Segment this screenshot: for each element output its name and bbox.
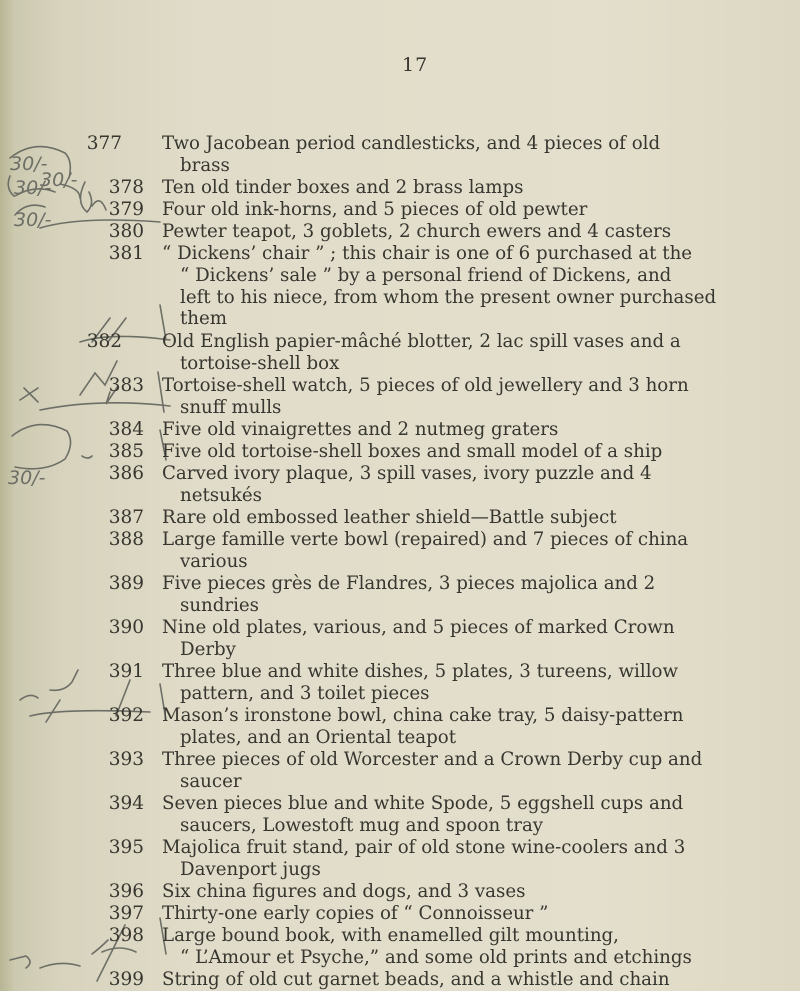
lot-description: Five old vinaigrettes and 2 nutmeg graters [162, 419, 559, 440]
lot-number: 390 [108, 617, 144, 638]
lot-description: Large famille verte bowl (repaired) and 7 pieces of china various [162, 529, 689, 572]
lot-number: 377 [86, 133, 122, 154]
lot-number: 381 [108, 243, 144, 264]
lot-description: Old English papier-mâché blotter, 2 lac spill vases and a tortoise-shell box [162, 331, 681, 374]
lot-description: Five pieces grès de Flandres, 3 pieces majolica and 2 sundries [162, 573, 656, 616]
lot-description: Pewter teapot, 3 goblets, 2 church ewers and 4 casters [162, 221, 672, 242]
lot-description: Nine old plates, various, and 5 pieces of marked Crown Derby [162, 617, 675, 660]
lot-description: Two Jacobean period candlesticks, and 4 pieces of old brass [162, 133, 661, 176]
lot-description: Tortoise-shell watch, 5 pieces of old jewellery and 3 horn snuff mulls [162, 375, 689, 418]
lot-number: 379 [108, 199, 144, 220]
lot-number: 392 [108, 705, 144, 726]
page-spine-edge [0, 0, 14, 991]
lot-description: Six china figures and dogs, and 3 vases [162, 881, 526, 902]
lot-description: Large bound book, with enamelled gilt mounting, “ L’Amour et Psyche,” and some old prints and etchings [162, 925, 692, 968]
lot-number: 391 [108, 661, 144, 682]
lot-number: 399 [108, 969, 144, 990]
lot-number: 378 [108, 177, 144, 198]
lot-description: Three blue and white dishes, 5 plates, 3 tureens, willow pattern, and 3 toilet pieces [162, 661, 679, 704]
svg-text:30/-: 30/- [14, 177, 52, 199]
lot-number: 387 [108, 507, 144, 528]
lot-number: 398 [108, 925, 144, 946]
lot-description: Seven pieces blue and white Spode, 5 eggshell cups and saucers, Lowestoft mug and spoon tray [162, 793, 684, 836]
lot-description: Thirty-one early copies of “ Connoisseur ” [162, 903, 549, 924]
lot-number: 393 [108, 749, 144, 770]
lot-number: 389 [108, 573, 144, 594]
lot-number: 395 [108, 837, 144, 858]
svg-text:30/-: 30/- [10, 153, 48, 175]
lot-description: Rare old embossed leather shield—Battle subject [162, 507, 617, 528]
lot-number: 386 [108, 463, 144, 484]
lot-number: 394 [108, 793, 144, 814]
lot-number: 397 [108, 903, 144, 924]
lot-number: 388 [108, 529, 144, 550]
lot-description: “ Dickens’ chair ” ; this chair is one of 6 purchased at the “ Dickens’ sale ” by a personal friend of Dickens, and left to his niece, from whom the present owner purchased them [162, 243, 717, 330]
lot-number: 380 [108, 221, 144, 242]
lot-description: Four old ink-horns, and 5 pieces of old pewter [162, 199, 588, 220]
lot-number: 382 [86, 331, 122, 352]
lot-description: Carved ivory plaque, 3 spill vases, ivory puzzle and 4 netsukés [162, 463, 652, 506]
lot-description: String of old cut garnet beads, and a whistle and chain [162, 969, 670, 990]
svg-text:30/-: 30/- [14, 209, 52, 231]
lot-number: 383 [108, 375, 144, 396]
lot-description: Five old tortoise-shell boxes and small model of a ship [162, 441, 663, 462]
lot-number: 384 [108, 419, 144, 440]
lot-description: Ten old tinder boxes and 2 brass lamps [162, 177, 524, 198]
lot-number: 385 [108, 441, 144, 462]
svg-text:30/-: 30/- [8, 467, 46, 489]
lot-description: Mason’s ironstone bowl, china cake tray, 5 daisy-pattern plates, and an Oriental teapot [162, 705, 684, 748]
lot-description: Majolica fruit stand, pair of old stone wine-coolers and 3 Davenport jugs [162, 837, 686, 880]
page-number: 17 [402, 54, 429, 76]
svg-text:30/-: 30/- [40, 169, 78, 191]
lot-number: 396 [108, 881, 144, 902]
lot-description: Three pieces of old Worcester and a Crown Derby cup and saucer [162, 749, 703, 792]
